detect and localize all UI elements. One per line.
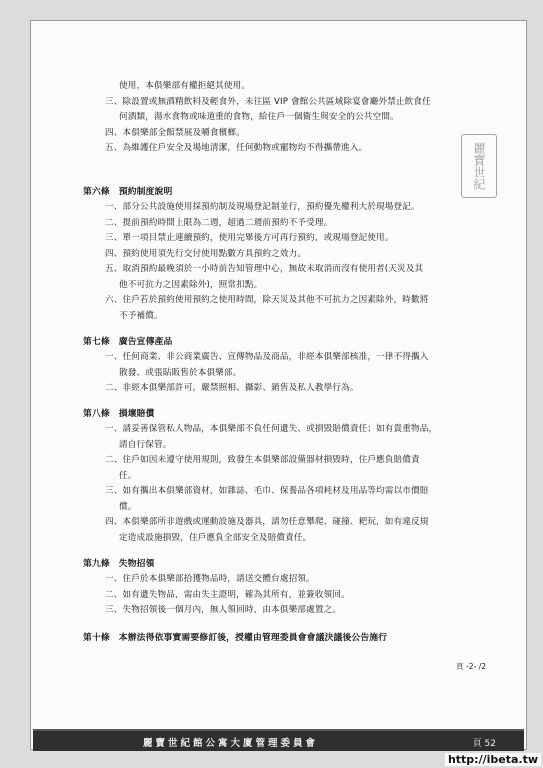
document-line: 三、如有攜出本俱樂部資材，如雜誌、毛巾、保養品各項耗材及用品等均需以市價賠 bbox=[105, 486, 429, 496]
document-line: 三、失物招領後一個月內，無人領回時，由本俱樂部處置之。 bbox=[105, 605, 342, 615]
article-heading: 第十條 本辦法得依事實需要修訂後，授權由管理委員會會議決議後公告施行 bbox=[83, 633, 388, 643]
document-line: 不予補償。 bbox=[119, 311, 163, 321]
document-line: 四、預約使用須先行交付使用點數方具預約之效力。 bbox=[105, 249, 307, 259]
document-line: 使用，本俱樂部有權拒絕其使用。 bbox=[119, 81, 251, 91]
document-line: 定造成設施損毀，住戶應負全部安全及賠償責任。 bbox=[119, 533, 312, 543]
document-line: 任。 bbox=[119, 471, 137, 481]
page-number: 頁 -2- /2 bbox=[456, 662, 487, 671]
article-heading: 第八條 損壞賠償 bbox=[83, 409, 155, 419]
document-line: 六、住戶若於預約使用預約之使用時間，除天災及其他不可抗力之因素除外，時數將 bbox=[105, 295, 429, 305]
document-page bbox=[30, 20, 527, 750]
document-line: 二、如有遺失物品，需由失主證明，確為其所有，並簽收領回。 bbox=[105, 590, 350, 600]
document-line: 二、非經本俱樂部許可，嚴禁照相、攝影、銷售及私人教學行為。 bbox=[105, 383, 359, 393]
document-line: 四、本俱樂部所非遊戲或運動設施及器具，請勿任意攀爬、碰撞、耙玩，如有違反規 bbox=[105, 517, 429, 527]
document-line: 二、提前預約時間上限為二週，超過二週前預約不予受理。 bbox=[105, 218, 333, 228]
document-line: 一、任何商業、非公商業廣告、宣傳物品及商品，非經本俱樂部核准，一律不得攜入 bbox=[105, 352, 429, 362]
document-line: 五、取消預約最晚須於一小時前告知管理中心，無故未取消而沒有使用者(天災及其 bbox=[105, 264, 424, 274]
footer-page-number: 頁 52 bbox=[472, 739, 496, 749]
document-line: 一、部分公共設施使用採預約制及現場登記制並行，預約優先權利大於現場登記。 bbox=[105, 202, 420, 212]
article-heading: 第六條 預約制度說明 bbox=[83, 187, 173, 197]
article-heading: 第九條 失物招領 bbox=[83, 559, 155, 569]
watermark-url: http://ibeta.tw bbox=[445, 753, 541, 766]
document-line: 四、本俱樂部全館禁展及嚼食檳榔。 bbox=[105, 128, 245, 138]
article-heading: 第七條 廣告宣傳產品 bbox=[83, 337, 173, 347]
document-line: 一、住戶於本俱樂部拾獲物品時，請送交體台處招領。 bbox=[105, 574, 315, 584]
document-line: 請自行保管。 bbox=[119, 440, 172, 450]
document-line: 三、單一項目禁止連續預約，使用完畢後方可再行預約，或現場登記使用。 bbox=[105, 233, 394, 243]
document-line: 何酒類，湯水食物或味道重的食物，給住戶一個衛生與安全的公共空間。 bbox=[119, 112, 399, 122]
document-line: 散發、或張貼販售於本俱樂部。 bbox=[119, 368, 242, 378]
document-line: 二、住戶如因未遵守使用規則，致發生本俱樂部設備器材損毀時，住戶應負賠償責 bbox=[105, 455, 420, 465]
document-line: 償。 bbox=[119, 502, 137, 512]
footer-bar bbox=[33, 729, 524, 751]
footer-title: 麗寶世紀館公寓大廈管理委員會 bbox=[143, 738, 319, 749]
document-line: 五、為維護住戶安全及場地清潔，任何動物或寵物均不得攜帶進入。 bbox=[105, 143, 368, 153]
seal-stamp-text: 麗寶世紀 bbox=[472, 142, 486, 190]
document-line: 一、請妥善保管私人物品，本俱樂部不負任何遺失、或損毀賠償責任；如有貴重物品， bbox=[105, 424, 438, 434]
seal-stamp bbox=[461, 134, 497, 198]
document-line: 三、除設置或無酒精飲料及輕食外，未往區 VIP 會館公共區域除宴會廳外禁止飲食任 bbox=[105, 97, 431, 107]
document-line: 他不可抗力之因素除外)，照常扣點。 bbox=[119, 280, 263, 290]
